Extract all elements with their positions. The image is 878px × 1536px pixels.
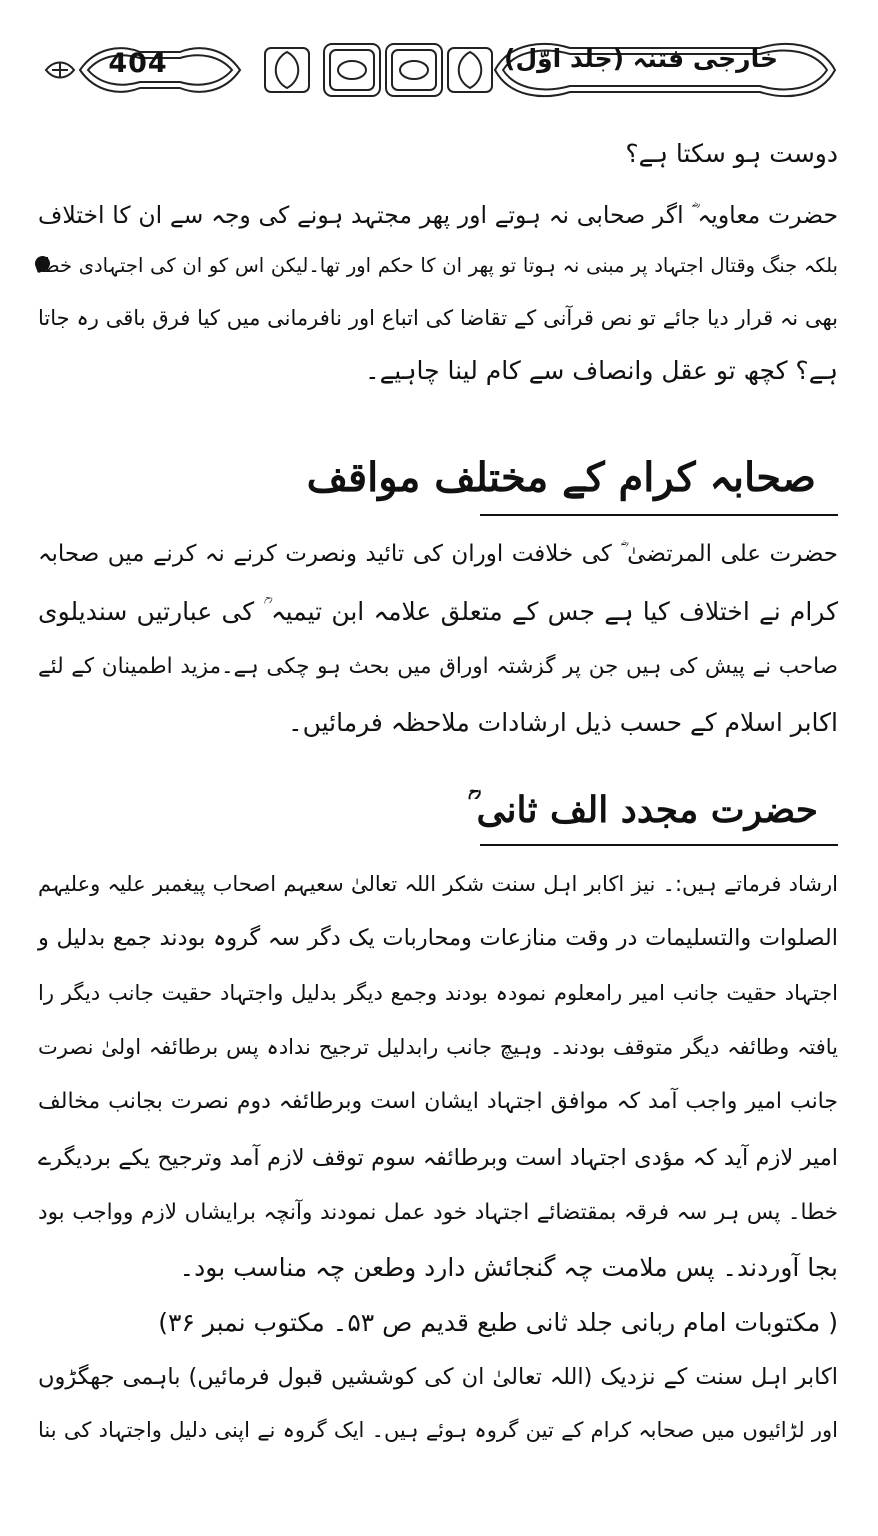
text-line: امیر لازم آید کہ مؤدی اجتہاد است وبرطائفہ سوم توقف لازم آمد وترجیح یکے بردیگرے [38, 1145, 838, 1171]
text-line: اکابر اسلام کے حسب ذیل ارشادات ملاحظہ فرمائیں۔ [287, 708, 838, 737]
text-line: اکابر اہل سنت کے نزدیک (اللہ تعالیٰ ان کی کوششیں قبول فرمائیں) باہمی جھگڑوں [38, 1364, 838, 1390]
section-heading: صحابہ کرام کے مختلف مواقف [306, 454, 816, 501]
text-line: بجا آوردند۔ پس ملامت چہ گنجائش دارد وطعن چہ مناسب بود۔ [179, 1253, 838, 1282]
text-line: حضرت علی المرتضیٰ ؓ کی خلافت اوران کی تائید ونصرت کرنے نہ کرنے میں صحابہ [38, 541, 838, 567]
text-line: کرام نے اختلاف کیا ہے جس کے متعلق علامہ ابن تیمیہ ؒ کی عبارتیں سندیلوی [38, 597, 838, 626]
running-title: خارجی فتنہ (جلد اوّل) [504, 44, 778, 73]
heading-underline [480, 844, 838, 846]
text-line: صاحب نے پیش کی ہیں جن پر گزشتہ اوراق میں بحث ہو چکی ہے۔مزید اطمینان کے لئے [38, 654, 838, 679]
heading-underline [480, 514, 838, 516]
text-line: اور لڑائیوں میں صحابہ کرام کے تین گروہ ہوئے ہیں۔ ایک گروہ نے اپنی دلیل واجتہاد کی بنا [38, 1418, 838, 1442]
citation: ( مکتوبات امام ربانی جلد ثانی طبع قدیم ص ۵۳۔ مکتوب نمبر ۳۶) [158, 1308, 838, 1337]
text-line: ہے؟ کچھ تو عقل وانصاف سے کام لینا چاہیے۔ [364, 356, 838, 385]
text-line: ارشاد فرماتے ہیں:۔ نیز اکابر اہل سنت شکر اللہ تعالیٰ سعیہم اصحاب پیغمبر علیہ وعلیہم [38, 872, 838, 896]
text-line: الصلوات والتسلیمات در وقت منازعات ومحاربات یک دگر سہ گروہ بودند جمع بدلیل و [38, 925, 838, 951]
text-line: اجتہاد حقیت جانب امیر رامعلوم نمودہ بودند وجمع دیگر بدلیل واجتہاد حقیت جانب دیگر را [38, 981, 838, 1005]
text-line: حضرت معاویہ ؓ اگر صحابی نہ ہوتے اور پھر مجتہد ہونے کی وجہ سے ان کا اختلاف [38, 201, 838, 229]
text-line: بھی نہ قرار دیا جائے تو نص قرآنی کے تقاضا کی اتباع اور نافرمانی میں کیا فرق باقی رہ جاتا [38, 306, 838, 330]
section-heading: حضرت مجدد الف ثانی ؒ [467, 789, 818, 831]
page-number: 404 [108, 48, 168, 79]
text-line: بلکہ جنگ وقتال اجتہاد پر مبنی نہ ہوتا تو پھر ان کا حکم اور تھا۔لیکن اس کو ان کی اجتہادی خطا [38, 254, 838, 277]
text-line: یافتہ وطائفہ دیگر متوقف بودند۔ وہیچ جانب رابدلیل ترجیح ندادہ پس برطائفہ اولیٰ نصرت [38, 1035, 838, 1059]
text-line: دوست ہو سکتا ہے؟ [625, 139, 838, 168]
text-line: جانب امیر واجب آمد کہ موافق اجتہاد ایشان است وبرطائفہ دوم نصرت بجانب مخالف [38, 1089, 838, 1114]
text-line: خطا۔ پس ہر سہ فرقہ بمقتضائے اجتہاد خود عمل نمودند وآنچہ برایشاں لازم وواجب بود [38, 1200, 838, 1225]
